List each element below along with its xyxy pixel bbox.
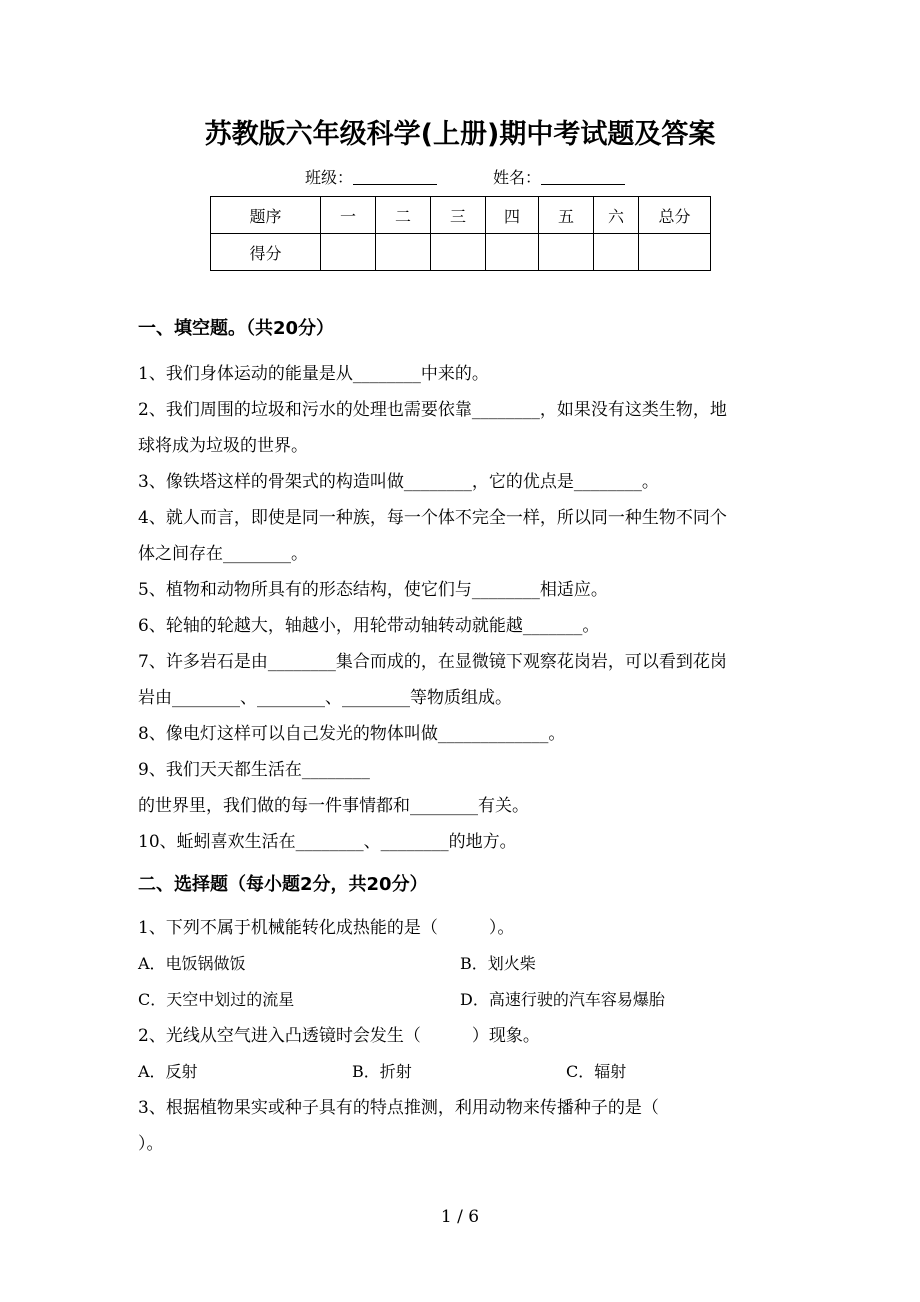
table-cell: 得分 <box>211 234 321 271</box>
table-cell: 四 <box>486 197 539 234</box>
question-line: 8、像电灯这样可以自己发光的物体叫做_____________。 <box>138 724 566 744</box>
question-line: 10、蚯蚓喜欢生活在________、________的地方。 <box>138 832 517 852</box>
question-line: 7、许多岩石是由________集合而成的，在显微镜下观察花岗岩，可以看到花岗 <box>138 652 727 672</box>
question-line: 的世界里，我们做的每一件事情都和________有关。 <box>138 796 529 816</box>
question-line: 1、下列不属于机械能转化成热能的是（ ）。 <box>138 918 515 938</box>
page-number: 1 / 6 <box>440 1207 480 1227</box>
score-cell[interactable] <box>376 234 431 271</box>
question-line: 1、我们身体运动的能量是从________中来的。 <box>138 364 489 384</box>
question-line: ）。 <box>138 1134 164 1154</box>
question-line: 9、我们天天都生活在________ <box>138 760 370 780</box>
option-d[interactable]: D．高速行驶的汽车容易爆胎 <box>460 990 665 1009</box>
option-b[interactable]: B．划火柴 <box>460 954 536 973</box>
score-cell[interactable] <box>486 234 539 271</box>
option-b[interactable]: B．折射 <box>352 1062 412 1081</box>
score-cell[interactable] <box>321 234 376 271</box>
option-c[interactable]: C．辐射 <box>566 1062 627 1081</box>
question-line: 4、就人而言，即使是同一种族，每一个体不完全一样，所以同一种生物不同个 <box>138 508 727 528</box>
section-heading: 二、选择题（每小题2分，共20分） <box>138 874 428 895</box>
table-cell: 总分 <box>639 197 711 234</box>
table-cell: 一 <box>321 197 376 234</box>
score-cell[interactable] <box>639 234 711 271</box>
question-line: 6、轮轴的轮越大，轴越小，用轮带动轴转动就能越_______。 <box>138 616 600 636</box>
question-line: 3、像铁塔这样的骨架式的构造叫做________，它的优点是________。 <box>138 472 659 492</box>
table-row <box>211 234 711 271</box>
question-line: 岩由________、________、________等物质组成。 <box>138 688 512 708</box>
score-cell[interactable] <box>431 234 486 271</box>
score-table <box>210 196 711 271</box>
question-line: 球将成为垃圾的世界。 <box>138 436 308 456</box>
table-cell: 三 <box>431 197 486 234</box>
class-label: 班级： <box>305 168 354 187</box>
question-line: 3、根据植物果实或种子具有的特点推测，利用动物来传播种子的是（ <box>138 1098 659 1118</box>
table-cell: 六 <box>594 197 639 234</box>
option-a[interactable]: A．反射 <box>138 1062 198 1081</box>
question-line: 5、植物和动物所具有的形态结构，使它们与________相适应。 <box>138 580 608 600</box>
name-blank[interactable] <box>541 168 625 185</box>
section-heading: 一、填空题。（共20分） <box>138 318 335 339</box>
table-cell: 题序 <box>211 197 321 234</box>
class-blank[interactable] <box>353 168 437 185</box>
score-cell[interactable] <box>594 234 639 271</box>
table-cell: 五 <box>539 197 594 234</box>
question-line: 2、光线从空气进入凸透镜时会发生（ ）现象。 <box>138 1026 540 1046</box>
question-line: 体之间存在________。 <box>138 544 308 564</box>
table-cell: 二 <box>376 197 431 234</box>
question-line: 2、我们周围的垃圾和污水的处理也需要依靠________，如果没有这类生物，地 <box>138 400 727 420</box>
table-header-row <box>211 197 711 234</box>
name-label: 姓名： <box>493 168 542 187</box>
option-c[interactable]: C．天空中划过的流星 <box>138 990 295 1009</box>
score-cell[interactable] <box>539 234 594 271</box>
page-title: 苏教版六年级科学(上册)期中考试题及答案 <box>204 119 716 150</box>
student-info <box>305 167 681 189</box>
option-a[interactable]: A．电饭锅做饭 <box>138 954 246 973</box>
